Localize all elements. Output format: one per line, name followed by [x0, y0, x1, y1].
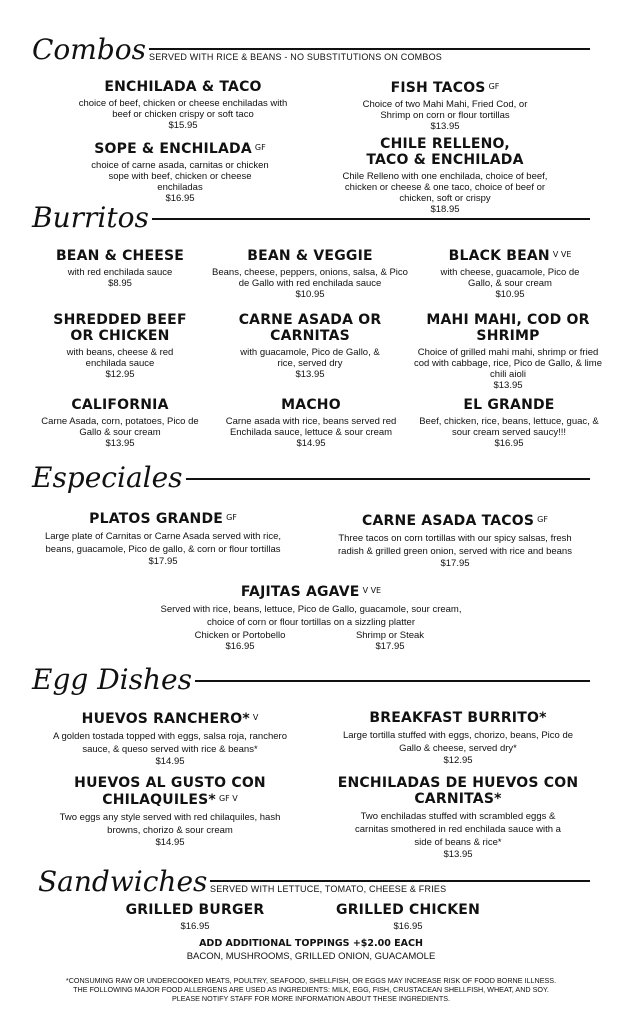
item-price: $13.95 — [493, 380, 523, 391]
item-desc: Chile Relleno with one enchilada, choice of beef, chicken or cheese & one taco, choice of beef or chicken, soft or crispy — [342, 171, 548, 204]
item-tag: GF — [537, 515, 548, 524]
item-price: $17.95 — [148, 556, 178, 567]
menu-item-mahi-mahi — [412, 312, 604, 391]
addon-title: ADD ADDITIONAL TOPPINGS +$2.00 EACH — [199, 938, 423, 949]
menu-item-fish-tacos — [330, 79, 560, 132]
item-price: $12.95 — [443, 755, 473, 766]
menu-item-bean-cheese — [30, 248, 210, 289]
item-name: FISH TACOS $^{GF}$ — [390, 80, 500, 96]
menu-item-carne-asada-tacos — [330, 512, 580, 569]
item-name: MACHO — [281, 397, 341, 413]
section-title-especiales: Especiales — [32, 461, 183, 494]
item-name: CALIFORNIA — [71, 397, 169, 413]
sandwiches-note: SERVED WITH LETTUCE, TOMATO, CHEESE & FRIES — [210, 884, 447, 894]
toppings-addon — [0, 937, 622, 963]
footer-line-1: *CONSUMING RAW OR UNDERCOOKED MEATS, POULTRY, SEAFOOD, SHELLFISH, OR EGGS MAY INCREASE RISK OF FOOD BORNE ILLNESS. — [65, 976, 557, 985]
menu-item-carne-asada-carnitas — [222, 312, 398, 380]
menu-item-shredded — [40, 312, 200, 380]
section-title-sandwiches: Sandwiches — [38, 865, 208, 898]
item-name: GRILLED BURGER — [125, 902, 265, 918]
item-desc: with beans, cheese & red enchilada sauce — [66, 347, 174, 369]
addon-list: BACON, MUSHROOMS, GRILLED ONION, GUACAMOLE — [186, 951, 436, 962]
item-desc: Large tortilla stuffed with eggs, chorizo, beans, Pico de Gallo & cheese, served dry* — [342, 730, 574, 754]
item-desc: with guacamole, Pico de Gallo, & rice, served dry — [240, 347, 380, 369]
item-price: $17.95 — [440, 558, 470, 569]
option-label: Chicken or Portobello — [194, 630, 286, 641]
combos-note: SERVED WITH RICE & BEANS - NO SUBSTITUTIONS ON COMBOS — [149, 52, 442, 62]
menu-item-breakfast-burrito — [330, 710, 586, 766]
item-name: CARNE ASADA TACOS $^{GF}$ — [362, 513, 548, 529]
item-name: FAJITAS AGAVE $^{V VE}$ — [240, 584, 382, 600]
item-name: PLATOS GRANDE $^{GF}$ — [89, 511, 237, 527]
item-tag: GF V — [218, 794, 238, 803]
item-name: GRILLED CHICKEN — [336, 902, 480, 918]
footer-line-2: THE FOLLOWING MAJOR FOOD ALLERGENS ARE USED AS INGREDIENTS: MILK, EGG, FISH, CRUSTACEAN SHELLFISH, WHEAT, AND SOY. — [73, 985, 549, 994]
item-desc: Carne asada with rice, beans served red Enchilada sauce, lettuce & sour cream — [225, 416, 397, 438]
item-desc: Large plate of Carnitas or Carne Asada served with rice, beans, guacamole, Pico de gallo, & corn or flour tortillas — [44, 531, 282, 555]
item-name: ENCHILADAS DE HUEVOS CON CARNITAS* — [337, 775, 579, 807]
item-name: HUEVOS RANCHERO* $^V$ — [81, 711, 259, 727]
menu-item-bean-veggie — [208, 248, 412, 300]
menu-item-huevos-al-gusto — [40, 775, 300, 848]
item-name: MAHI MAHI, COD OR SHRIMP — [426, 312, 590, 344]
item-tag: GF — [488, 82, 500, 91]
option-label: Shrimp or Steak — [355, 630, 425, 641]
footer-line-3: PLEASE NOTIFY STAFF FOR MORE INFORMATION ABOUT THESE INGREDIENTS. — [171, 994, 451, 1003]
item-desc: choice of beef, chicken or cheese enchiladas with beef or chicken crispy or soft taco — [78, 98, 288, 120]
item-desc: Carne Asada, corn, potatoes, Pico de Gallo & sour cream — [41, 416, 199, 438]
option-price: $17.95 — [375, 641, 405, 652]
option-price: $16.95 — [225, 641, 255, 652]
item-price: $16.95 — [165, 193, 195, 204]
menu-item-enchilada-taco — [58, 79, 308, 131]
item-tag: GF — [254, 143, 266, 152]
menu-item-fajitas-agave — [146, 583, 476, 629]
item-price: $15.95 — [168, 120, 198, 131]
item-desc: Beef, chicken, rice, beans, lettuce, guac, & sour cream served saucy!!! — [419, 416, 599, 438]
item-desc: Beans, cheese, peppers, onions, salsa, & Pico de Gallo with red enchilada sauce — [212, 267, 408, 289]
item-tag: V — [252, 713, 259, 722]
fajita-option-shrimp — [320, 630, 460, 652]
menu-item-chile-relleno — [330, 136, 560, 215]
item-price: $13.95 — [443, 849, 473, 860]
menu-item-macho — [208, 397, 414, 449]
menu-item-black-bean — [420, 247, 600, 300]
item-desc: Two eggs any style served with red chilaquiles, hash browns, chorizo & sour cream — [59, 812, 281, 836]
menu-item-california — [38, 397, 202, 449]
eggs-rule — [195, 680, 590, 682]
item-price: $12.95 — [105, 369, 135, 380]
menu-item-el-grande — [418, 397, 600, 449]
item-desc: Two enchiladas stuffed with scrambled eggs & carnitas smothered in red enchilada sauce with a side of beans & rice* — [355, 811, 561, 848]
allergen-footer — [0, 976, 622, 1003]
item-desc: Choice of grilled mahi mahi, shrimp or fried cod with cabbage, rice, Pico de Gallo, & lime chili aioli — [414, 347, 602, 380]
section-title-burritos: Burritos — [32, 201, 149, 234]
item-desc: A golden tostada topped with eggs, salsa roja, ranchero sauce, & queso served with rice & beans* — [53, 731, 287, 755]
item-name: CARNE ASADA OR CARNITAS — [238, 312, 382, 344]
item-price: $14.95 — [155, 756, 185, 767]
especiales-rule — [186, 478, 590, 480]
menu-item-platos-grande — [40, 510, 286, 567]
item-price: $10.95 — [495, 289, 525, 300]
menu-item-sope-enchilada — [80, 140, 280, 204]
item-desc: with red enchilada sauce — [67, 267, 173, 278]
burritos-rule — [152, 218, 590, 220]
item-name: ENCHILADA & TACO — [104, 79, 262, 95]
item-price: $18.95 — [430, 204, 460, 215]
menu-item-enchiladas-de-huevos — [330, 775, 586, 860]
item-tag: V VE — [362, 586, 382, 595]
item-name: SHREDDED BEEF OR CHICKEN — [53, 312, 187, 344]
item-price: $16.95 — [180, 921, 210, 932]
item-name: SOPE & ENCHILADA $^{GF}$ — [94, 141, 266, 157]
item-name: BEAN & VEGGIE — [247, 248, 373, 264]
item-price: $10.95 — [295, 289, 325, 300]
item-name: HUEVOS AL GUSTO CON CHILAQUILES* $^{GF V}$ — [74, 775, 266, 808]
item-price: $14.95 — [155, 837, 185, 848]
item-tag: V VE — [552, 250, 572, 259]
item-price: $13.95 — [105, 438, 135, 449]
menu-item-huevos-ranchero — [40, 710, 300, 767]
menu-item-grilled-chicken — [318, 902, 498, 932]
item-name: BLACK BEAN $^{V VE}$ — [448, 248, 572, 264]
item-name: EL GRANDE — [463, 397, 555, 413]
item-price: $8.95 — [108, 278, 132, 289]
item-name: BEAN & CHEESE — [55, 248, 185, 264]
section-title-combos: Combos — [32, 33, 146, 66]
combos-rule — [149, 48, 590, 50]
item-desc: Three tacos on corn tortillas with our spicy salsas, fresh radish & grilled green onion, served with rice and beans — [338, 533, 572, 557]
item-name: CHILE RELLENO, TACO & ENCHILADA — [366, 136, 524, 168]
item-price: $16.95 — [494, 438, 524, 449]
item-desc: choice of carne asada, carnitas or chicken sope with beef, chicken or cheese enchiladas — [91, 160, 269, 193]
item-price: $13.95 — [295, 369, 325, 380]
section-title-egg-dishes: Egg Dishes — [32, 663, 192, 696]
item-tag: GF — [226, 513, 237, 522]
menu-item-grilled-burger — [110, 902, 280, 932]
item-desc: Choice of two Mahi Mahi, Fried Cod, or Shrimp on corn or flour tortillas — [362, 99, 528, 121]
item-desc: with cheese, guacamole, Pico de Gallo, & sour cream — [440, 267, 580, 289]
item-price: $14.95 — [296, 438, 326, 449]
item-desc: Served with rice, beans, lettuce, Pico de Gallo, guacamole, sour cream, choice of corn or flour tortillas on a sizzling platter — [160, 604, 462, 628]
sandwiches-rule — [210, 880, 590, 882]
fajita-option-chicken — [170, 630, 310, 652]
item-name: BREAKFAST BURRITO* — [369, 710, 547, 726]
item-price: $13.95 — [430, 121, 460, 132]
item-price: $16.95 — [393, 921, 423, 932]
